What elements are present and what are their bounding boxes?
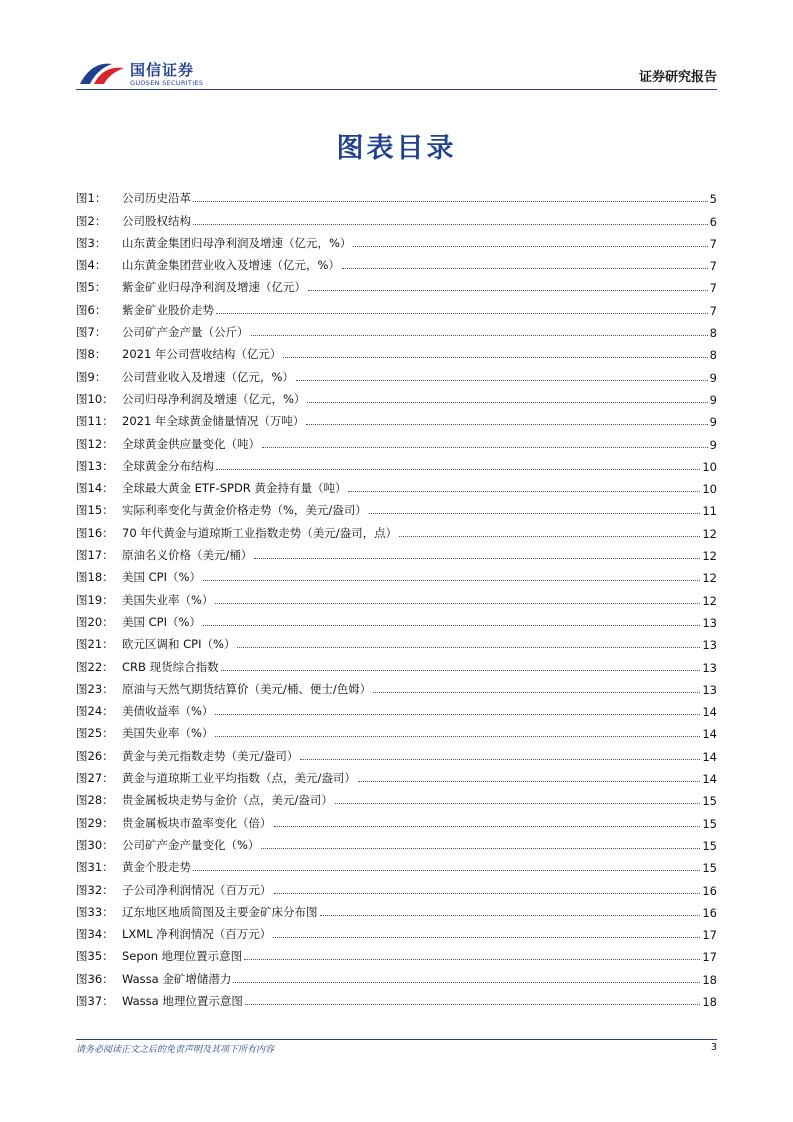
toc-entry-page[interactable]: 12 xyxy=(702,593,717,608)
toc-entry-title[interactable]: 美债收益率（%） xyxy=(122,704,214,719)
toc-dot-leader xyxy=(262,446,708,448)
toc-entry-page[interactable]: 13 xyxy=(702,615,717,630)
toc-entry-number: 图9： xyxy=(76,369,107,384)
toc-entry[interactable] xyxy=(76,518,717,540)
toc-entry-number: 图20： xyxy=(76,614,114,629)
toc-dot-leader xyxy=(335,802,700,804)
toc-entry-title[interactable]: 全球最大黄金 ETF-SPDR 黄金持有量（吨） xyxy=(122,481,347,496)
toc-dot-leader xyxy=(274,825,701,827)
toc-entry-page[interactable]: 15 xyxy=(702,794,717,809)
toc-entry-title[interactable]: 公司历史沿革 xyxy=(122,191,191,206)
toc-entry-page[interactable]: 16 xyxy=(702,905,717,920)
guosen-logo-icon xyxy=(78,58,126,88)
toc-entry-title[interactable]: 黄金与美元指数走势（美元/盎司） xyxy=(122,748,299,763)
toc-dot-leader xyxy=(300,758,700,760)
toc-entry[interactable] xyxy=(76,407,717,429)
figure-toc-list xyxy=(76,184,717,1009)
toc-entry-number: 图22： xyxy=(76,659,114,674)
toc-entry-number: 图10： xyxy=(76,391,114,406)
toc-entry[interactable] xyxy=(76,474,717,496)
toc-entry-title[interactable]: 欧元区调和 CPI（%） xyxy=(122,637,236,652)
toc-entry-number: 图27： xyxy=(76,771,114,786)
toc-entry-title[interactable]: Wassa 金矿增储潜力 xyxy=(122,971,232,986)
toc-dot-leader xyxy=(261,847,700,849)
header-divider xyxy=(76,89,717,90)
toc-entry-number: 图34： xyxy=(76,927,114,942)
toc-entry[interactable] xyxy=(76,541,717,563)
toc-entry-title[interactable]: 贵金属板块市盈率变化（倍） xyxy=(122,815,272,830)
toc-dot-leader xyxy=(306,423,707,425)
toc-dot-leader xyxy=(221,669,701,671)
toc-entry-title[interactable]: 原油与天然气期货结算价（美元/桶、便士/色姆） xyxy=(122,681,372,696)
toc-entry[interactable] xyxy=(76,206,717,228)
toc-dot-leader xyxy=(215,602,700,604)
toc-entry-number: 图19： xyxy=(76,592,114,607)
toc-entry-number: 图30： xyxy=(76,837,114,852)
toc-entry[interactable] xyxy=(76,831,717,853)
toc-entry-number: 图2： xyxy=(76,213,107,228)
toc-dot-leader xyxy=(283,356,707,358)
toc-entry-page[interactable]: 9 xyxy=(709,415,717,430)
toc-entry-title[interactable]: LXML 净利润情况（百万元） xyxy=(122,927,272,942)
toc-entry-page[interactable]: 16 xyxy=(702,883,717,898)
toc-entry[interactable] xyxy=(76,786,717,808)
toc-entry-number: 图29： xyxy=(76,815,114,830)
toc-entry-title[interactable]: 美国失业率（%） xyxy=(122,726,214,741)
toc-dot-leader xyxy=(193,200,708,202)
toc-entry[interactable] xyxy=(76,229,717,251)
toc-entry-page[interactable]: 11 xyxy=(702,504,717,519)
toc-dot-leader xyxy=(296,379,708,381)
toc-entry-page[interactable]: 14 xyxy=(702,727,717,742)
toc-entry[interactable] xyxy=(76,340,717,362)
toc-dot-leader xyxy=(320,914,701,916)
toc-entry-title[interactable]: 山东黄金集团归母净利润及增速（亿元，%） xyxy=(122,235,352,250)
toc-entry-title[interactable]: 美国 CPI（%） xyxy=(122,614,201,629)
toc-entry-title[interactable]: Sepon 地理位置示意图 xyxy=(122,949,243,964)
toc-dot-leader xyxy=(307,401,707,403)
toc-entry[interactable] xyxy=(76,184,717,206)
toc-entry-title[interactable]: 公司股权结构 xyxy=(122,213,191,228)
toc-entry-number: 图4： xyxy=(76,258,107,273)
toc-entry-number: 图31： xyxy=(76,860,114,875)
toc-entry-title[interactable]: 公司矿产金产量变化（%） xyxy=(122,837,260,852)
toc-entry-number: 图1： xyxy=(76,191,107,206)
toc-entry-number: 图18： xyxy=(76,570,114,585)
toc-entry-title[interactable]: 紫金矿业归母净利润及增速（亿元） xyxy=(122,280,306,295)
toc-entry-title[interactable]: 贵金属板块走势与金价（点，美元/盎司） xyxy=(122,793,333,808)
toc-dot-leader xyxy=(245,1003,700,1005)
toc-entry-number: 图36： xyxy=(76,971,114,986)
toc-entry-number: 图35： xyxy=(76,949,114,964)
toc-entry-title[interactable]: 黄金个股走势 xyxy=(122,860,191,875)
toc-entry[interactable] xyxy=(76,452,717,474)
toc-entry[interactable] xyxy=(76,585,717,607)
toc-entry-number: 图32： xyxy=(76,882,114,897)
toc-dot-leader xyxy=(399,535,700,537)
toc-entry-number: 图16： xyxy=(76,525,114,540)
toc-entry[interactable] xyxy=(76,764,717,786)
toc-entry-title[interactable]: 公司营业收入及增速（亿元，%） xyxy=(122,369,294,384)
toc-dot-leader xyxy=(193,223,708,225)
toc-entry[interactable] xyxy=(76,273,717,295)
toc-entry[interactable] xyxy=(76,652,717,674)
toc-entry-page[interactable]: 17 xyxy=(702,928,717,943)
toc-dot-leader xyxy=(244,958,700,960)
toc-entry[interactable] xyxy=(76,608,717,630)
toc-entry[interactable] xyxy=(76,942,717,964)
toc-entry-title[interactable]: 美国失业率（%） xyxy=(122,592,214,607)
toc-entry-page[interactable]: 18 xyxy=(702,972,717,987)
toc-entry-page[interactable]: 13 xyxy=(702,682,717,697)
toc-dot-leader xyxy=(369,512,701,514)
toc-entry[interactable] xyxy=(76,920,717,942)
footer-divider xyxy=(76,1039,717,1040)
toc-entry[interactable] xyxy=(76,630,717,652)
logo-text-cn: 国信证券 xyxy=(130,61,195,79)
toc-dot-leader xyxy=(215,735,700,737)
toc-dot-leader xyxy=(273,936,700,938)
toc-entry[interactable] xyxy=(76,697,717,719)
toc-dot-leader xyxy=(342,267,708,269)
toc-entry-number: 图15： xyxy=(76,503,114,518)
toc-entry[interactable] xyxy=(76,964,717,986)
toc-entry[interactable] xyxy=(76,853,717,875)
toc-entry-page[interactable]: 14 xyxy=(702,749,717,764)
toc-entry-page[interactable]: 13 xyxy=(702,660,717,675)
toc-entry-title[interactable]: 公司归母净利润及增速（亿元，%） xyxy=(122,391,306,406)
logo-text-en: GUOSEN SECURITIES xyxy=(130,79,204,87)
toc-entry-page[interactable]: 12 xyxy=(702,549,717,564)
toc-entry-page[interactable]: 10 xyxy=(702,482,717,497)
toc-entry-page[interactable]: 17 xyxy=(702,950,717,965)
toc-entry[interactable] xyxy=(76,719,717,741)
toc-entry-number: 图12： xyxy=(76,436,114,451)
toc-entry-page[interactable]: 13 xyxy=(702,638,717,653)
toc-entry-number: 图21： xyxy=(76,637,114,652)
toc-entry-title[interactable]: 实际利率变化与黄金价格走势（%，美元/盎司） xyxy=(122,503,367,518)
toc-entry-title[interactable]: 紫金矿业股价走势 xyxy=(122,302,214,317)
toc-entry-page[interactable]: 12 xyxy=(702,526,717,541)
toc-entry-page[interactable]: 9 xyxy=(709,392,717,407)
toc-entry[interactable] xyxy=(76,808,717,830)
toc-entry-page[interactable]: 5 xyxy=(709,192,717,207)
page-number: 3 xyxy=(710,1042,717,1053)
page-header xyxy=(0,0,793,92)
toc-dot-leader xyxy=(254,557,700,559)
toc-entry-number: 图14： xyxy=(76,481,114,496)
toc-dot-leader xyxy=(274,892,701,894)
toc-entry-page[interactable]: 7 xyxy=(709,281,717,296)
toc-dot-leader xyxy=(193,869,700,871)
toc-entry-page[interactable]: 6 xyxy=(709,214,717,229)
toc-entry-number: 图3： xyxy=(76,235,107,250)
toc-entry-number: 图28： xyxy=(76,793,114,808)
toc-entry-title[interactable]: 美国 CPI（%） xyxy=(122,570,201,585)
toc-entry-title[interactable]: 全球黄金供应量变化（吨） xyxy=(122,436,260,451)
toc-entry-title[interactable]: CRB 现货综合指数 xyxy=(122,659,219,674)
toc-entry[interactable] xyxy=(76,496,717,518)
toc-dot-leader xyxy=(237,646,700,648)
toc-entry[interactable] xyxy=(76,385,717,407)
toc-entry-number: 图26： xyxy=(76,748,114,763)
toc-entry[interactable] xyxy=(76,898,717,920)
toc-entry-number: 图25： xyxy=(76,726,114,741)
toc-entry-number: 图7： xyxy=(76,325,107,340)
toc-dot-leader xyxy=(216,468,700,470)
toc-dot-leader xyxy=(203,624,700,626)
footer-disclaimer: 请务必阅读正文之后的免责声明及其项下所有内容 xyxy=(76,1045,275,1055)
toc-entry-number: 图8： xyxy=(76,347,107,362)
toc-dot-leader xyxy=(353,245,707,247)
toc-entry-number: 图11： xyxy=(76,414,114,429)
toc-entry-title[interactable]: 2021 年公司营收结构（亿元） xyxy=(122,347,282,362)
toc-entry-page[interactable]: 10 xyxy=(702,459,717,474)
toc-entry-number: 图13： xyxy=(76,458,114,473)
toc-entry-page[interactable]: 8 xyxy=(709,348,717,363)
toc-dot-leader xyxy=(233,981,700,983)
report-type-label: 证券研究报告 xyxy=(638,70,717,85)
toc-entry-page[interactable]: 14 xyxy=(702,772,717,787)
toc-entry-number: 图17： xyxy=(76,548,114,563)
toc-entry[interactable] xyxy=(76,563,717,585)
toc-entry-page[interactable]: 18 xyxy=(702,994,717,1009)
toc-entry-number: 图5： xyxy=(76,280,107,295)
toc-dot-leader xyxy=(358,780,700,782)
toc-entry[interactable] xyxy=(76,251,717,273)
toc-entry-page[interactable]: 9 xyxy=(709,437,717,452)
toc-entry[interactable] xyxy=(76,318,717,340)
toc-entry-page[interactable]: 9 xyxy=(709,370,717,385)
page-title: 图表目录 xyxy=(336,133,457,164)
toc-entry[interactable] xyxy=(76,987,717,1009)
toc-entry-page[interactable]: 7 xyxy=(709,303,717,318)
toc-entry-page[interactable]: 15 xyxy=(702,838,717,853)
toc-entry-page[interactable]: 15 xyxy=(702,861,717,876)
toc-entry[interactable] xyxy=(76,741,717,763)
toc-entry-title[interactable]: 公司矿产金产量（公斤） xyxy=(122,325,249,340)
toc-dot-leader xyxy=(348,490,700,492)
toc-entry-number: 图37： xyxy=(76,993,114,1008)
toc-entry[interactable] xyxy=(76,295,717,317)
toc-entry-title[interactable]: 黄金与道琼斯工业平均指数（点，美元/盎司） xyxy=(122,771,356,786)
toc-entry-number: 图33： xyxy=(76,904,114,919)
toc-entry-title[interactable]: 全球黄金分布结构 xyxy=(122,458,214,473)
toc-entry-page[interactable]: 7 xyxy=(709,236,717,251)
toc-entry-title[interactable]: 70 年代黄金与道琼斯工业指数走势（美元/盎司，点） xyxy=(122,525,398,540)
toc-dot-leader xyxy=(373,691,700,693)
toc-entry-page[interactable]: 15 xyxy=(702,816,717,831)
toc-entry-title[interactable]: 辽东地区地质简图及主要金矿床分布图 xyxy=(122,904,318,919)
toc-entry[interactable] xyxy=(76,429,717,451)
toc-entry-number: 图24： xyxy=(76,704,114,719)
toc-dot-leader xyxy=(215,713,700,715)
company-logo xyxy=(78,58,218,90)
toc-dot-leader xyxy=(216,312,708,314)
toc-entry[interactable] xyxy=(76,875,717,897)
toc-entry-number: 图6： xyxy=(76,302,107,317)
toc-entry-page[interactable]: 12 xyxy=(702,571,717,586)
toc-entry-page[interactable]: 8 xyxy=(709,326,717,341)
toc-entry-title[interactable]: 子公司净利润情况（百万元） xyxy=(122,882,272,897)
toc-entry-title[interactable]: 2021 年全球黄金储量情况（万吨） xyxy=(122,414,305,429)
toc-entry-title[interactable]: 山东黄金集团营业收入及增速（亿元，%） xyxy=(122,258,340,273)
toc-entry-title[interactable]: 原油名义价格（美元/桶） xyxy=(122,548,253,563)
toc-entry[interactable] xyxy=(76,362,717,384)
toc-entry-number: 图23： xyxy=(76,681,114,696)
toc-entry[interactable] xyxy=(76,675,717,697)
toc-dot-leader xyxy=(308,289,708,291)
toc-entry-title[interactable]: Wassa 地理位置示意图 xyxy=(122,993,243,1008)
toc-dot-leader xyxy=(203,579,700,581)
toc-entry-page[interactable]: 14 xyxy=(702,705,717,720)
toc-dot-leader xyxy=(251,334,708,336)
toc-entry-page[interactable]: 7 xyxy=(709,259,717,274)
